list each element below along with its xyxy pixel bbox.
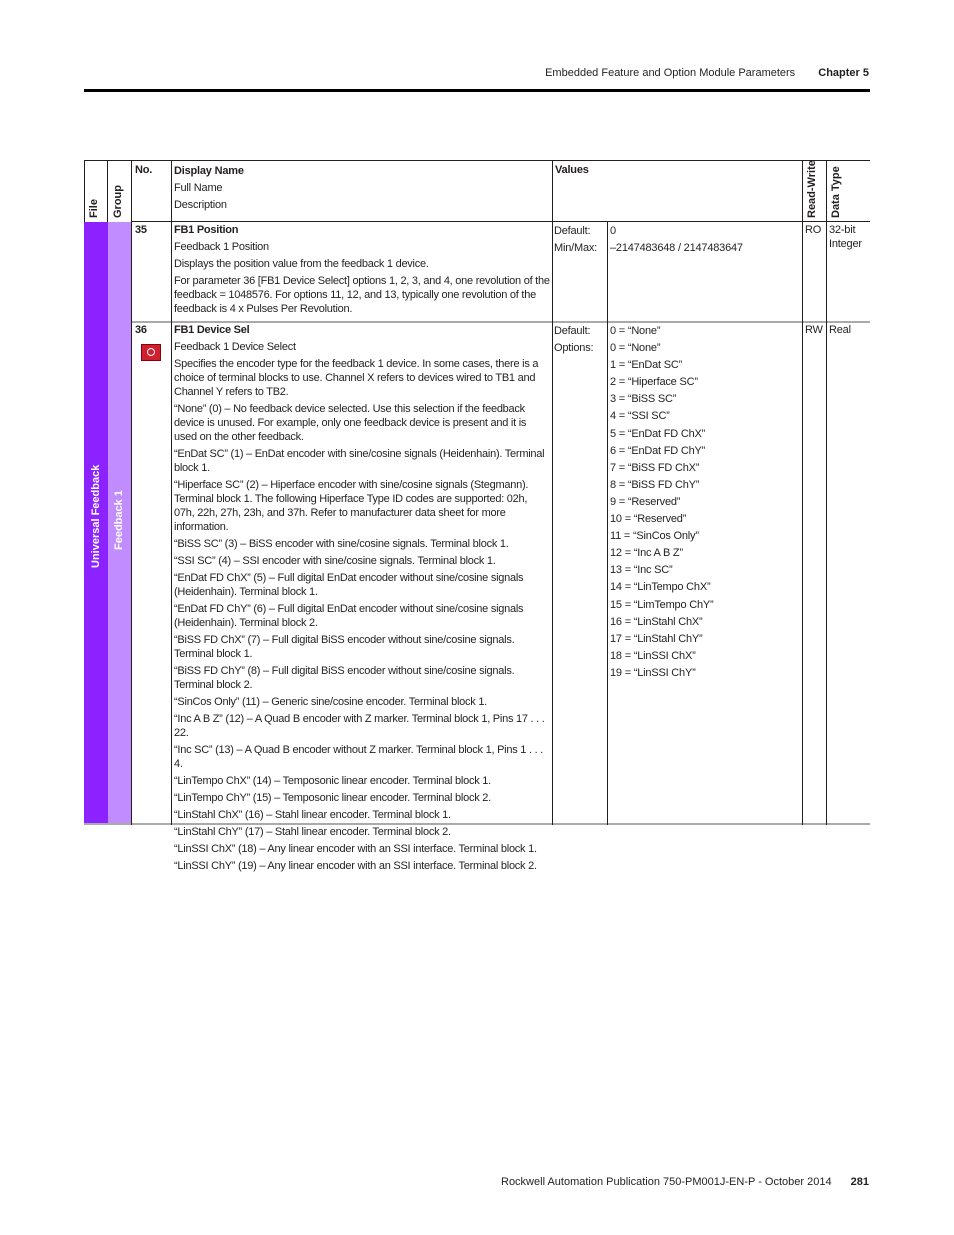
col-line-rw xyxy=(802,160,803,825)
row-35-default-label: Default: xyxy=(554,225,591,237)
row-36-description-15: “LinStahl ChX” (16) – Stahl linear encoder. Terminal block 1. xyxy=(174,809,451,821)
row-36-option: 0 = “None” xyxy=(610,342,661,355)
row-36-option: 17 = “LinStahl ChY” xyxy=(610,632,703,645)
header-rule xyxy=(84,89,870,92)
page-number: 281 xyxy=(850,1176,869,1188)
row-36-option: 15 = “LimTempo ChY” xyxy=(610,598,714,611)
row-36-description-18: “LinSSI ChY” (19) – Any linear encoder with an SSI interface. Terminal block 2. xyxy=(174,860,537,872)
header-group: Group xyxy=(112,185,124,218)
row-36-option: 11 = “SinCos Only” xyxy=(610,530,699,543)
row-35-description-2: For parameter 36 [FB1 Device Select] options 1, 2, 3, and 4, one revolution of the feedback = 1048576. For options 11, 12, and 13, typically one revolution of the feedback is 4 x Pulses Per Revolution. xyxy=(174,275,550,315)
col-line-file xyxy=(84,160,85,222)
row-35-read-write: RO xyxy=(805,224,822,236)
row-36-description-14: “LinTempo ChY” (15) – Temposonic linear encoder. Terminal block 2. xyxy=(174,792,491,804)
row-35-name-block xyxy=(174,223,550,319)
row-36-option: 1 = “EnDat SC” xyxy=(610,359,683,372)
row-35-value-labels xyxy=(554,223,597,257)
row-36-description-10: “SinCos Only” (11) – Generic sine/cosine encoder. Terminal block 1. xyxy=(174,696,487,708)
row-35-minmax-value: –2147483648 / 2147483647 xyxy=(610,242,743,254)
stop-config-icon xyxy=(141,344,161,361)
row-36-option: 0 = “None” xyxy=(610,325,661,337)
header-values: Values xyxy=(555,164,589,176)
row-36-description-5: “SSI SC” (4) – SSI encoder with sine/cosine signals. Terminal block 1. xyxy=(174,555,496,567)
publication-info: Rockwell Automation Publication 750-PM001J-EN-P - October 2014 xyxy=(501,1176,832,1188)
row-36-description-12: “Inc SC” (13) – A Quad B encoder without Z marker. Terminal block 1, Pins 1 . . . 4. xyxy=(174,744,543,770)
col-line-name xyxy=(171,160,172,825)
row-36-option: 3 = “BiSS SC” xyxy=(610,393,677,406)
row-36-option: 19 = “LinSSI ChY” xyxy=(610,666,696,679)
row-36-option: 2 = “Hiperface SC” xyxy=(610,376,698,389)
header-description: Description xyxy=(174,199,227,211)
row-36-option: 14 = “LinTempo ChX” xyxy=(610,581,711,594)
row-36-option: 8 = “BiSS FD ChY” xyxy=(610,478,700,491)
row-36-description-13: “LinTempo ChX” (14) – Temposonic linear encoder. Terminal block 1. xyxy=(174,775,491,787)
page-footer xyxy=(501,1176,869,1188)
row-36-option: 4 = “SSI SC” xyxy=(610,410,670,423)
row-35-full-name: Feedback 1 Position xyxy=(174,241,269,253)
row-36-description-17: “LinSSI ChX” (18) – Any linear encoder with an SSI interface. Terminal block 1. xyxy=(174,843,537,855)
row-36-description-11: “Inc A B Z” (12) – A Quad B encoder with Z marker. Terminal block 1, Pins 17 . . . 22. xyxy=(174,713,545,739)
header-full-name: Full Name xyxy=(174,182,223,194)
row-36-description-1: “None” (0) – No feedback device selected. Use this selection if the feedback device is unused. For example, only one feedback device is present and it is used on the other feedback. xyxy=(174,403,527,443)
row-36-number: 36 xyxy=(135,324,147,336)
group-label: Feedback 1 xyxy=(113,490,125,550)
header-name-block xyxy=(174,163,244,214)
row-36-description-9: “BiSS FD ChY” (8) – Full digital BiSS encoder without sine/cosine signals. Terminal block 2. xyxy=(174,665,515,691)
row-36-option: 9 = “Reserved” xyxy=(610,495,681,508)
row-36-option: 12 = “Inc A B Z” xyxy=(610,547,683,560)
row-36-options-label: Options: xyxy=(554,342,594,354)
row-35-minmax-label: Min/Max: xyxy=(554,242,598,254)
col-line-type xyxy=(826,160,827,825)
file-label: Universal Feedback xyxy=(90,464,102,568)
col-line-values-inner xyxy=(607,222,608,825)
row-36-value-labels xyxy=(554,323,593,357)
row-36-option: 18 = “LinSSI ChX” xyxy=(610,649,696,662)
row-36-name-block xyxy=(174,323,550,876)
row-36-option: 6 = “EnDat FD ChY” xyxy=(610,444,706,457)
row-36-description-7: “EnDat FD ChY” (6) – Full digital EnDat encoder without sine/cosine signals (Heidenhain). Terminal block 2. xyxy=(174,603,524,629)
row-36-full-name: Feedback 1 Device Select xyxy=(174,341,296,353)
row-36-description-16: “LinStahl ChY” (17) – Stahl linear encoder. Terminal block 2. xyxy=(174,826,451,838)
col-line-no xyxy=(131,160,132,825)
row-35-number: 35 xyxy=(135,224,147,236)
header-display-name: Display Name xyxy=(174,165,244,177)
chapter-label: Chapter 5 xyxy=(818,67,869,79)
row-36-description-2: “EnDat SC” (1) – EnDat encoder with sine/cosine signals (Heidenhain). Terminal block 1. xyxy=(174,448,545,474)
row-36-description-3: “Hiperface SC” (2) – Hiperface encoder with sine/cosine signals (Stegmann). Terminal block 1. The following Hiperface Type ID codes are supported: 02h, 07h, 22h, 27h, 23h, and 37h. Refer to manufacturer data sheet for more information. xyxy=(174,479,529,533)
row-36-data-type: Real xyxy=(829,324,851,336)
row-36-option: 5 = “EnDat FD ChX” xyxy=(610,427,706,440)
row-36-description-0: Specifies the encoder type for the feedback 1 device. In some cases, there is a choice of terminal blocks to use. Channel X refers to devices wired to TB1 and Channel Y refers to TB2. xyxy=(174,358,539,398)
row-35-default-value: 0 xyxy=(610,225,616,237)
row-36-option: 13 = “Inc SC” xyxy=(610,564,673,577)
row-35-display-name: FB1 Position xyxy=(174,224,239,236)
row-35-values xyxy=(610,223,743,257)
row-36-description-6: “EnDat FD ChX” (5) – Full digital EnDat encoder without sine/cosine signals (Heidenhain). Terminal block 1. xyxy=(174,572,524,598)
header-file: File xyxy=(88,199,100,218)
row-35-description-1: Displays the position value from the feedback 1 device. xyxy=(174,258,429,270)
col-line-values xyxy=(552,160,553,825)
page-header xyxy=(545,67,869,79)
header-no: No. xyxy=(135,164,153,176)
row-36-description-4: “BiSS SC” (3) – BiSS encoder with sine/cosine signals. Terminal block 1. xyxy=(174,538,509,550)
row-36-default-label: Default: xyxy=(554,325,591,337)
row-36-options-list xyxy=(610,323,714,682)
section-title: Embedded Feature and Option Module Parameters xyxy=(545,67,796,79)
header-read-write: Read-Write xyxy=(806,160,818,218)
row-36-description-8: “BiSS FD ChX” (7) – Full digital BiSS encoder without sine/cosine signals. Terminal block 1. xyxy=(174,634,515,660)
header-data-type: Data Type xyxy=(830,166,842,218)
row-35-data-type: 32-bit Integer xyxy=(829,224,862,250)
row-36-option: 10 = “Reserved” xyxy=(610,513,687,526)
row-36-option: 16 = “LinStahl ChX” xyxy=(610,615,703,628)
parameter-table xyxy=(84,160,870,872)
header-bottom-rule xyxy=(131,221,870,222)
table-top-rule xyxy=(84,160,870,161)
col-line-group xyxy=(107,160,108,222)
row-36-read-write: RW xyxy=(805,324,823,336)
row-36-option: 7 = “BiSS FD ChX” xyxy=(610,461,700,474)
row-36-display-name: FB1 Device Sel xyxy=(174,324,250,336)
